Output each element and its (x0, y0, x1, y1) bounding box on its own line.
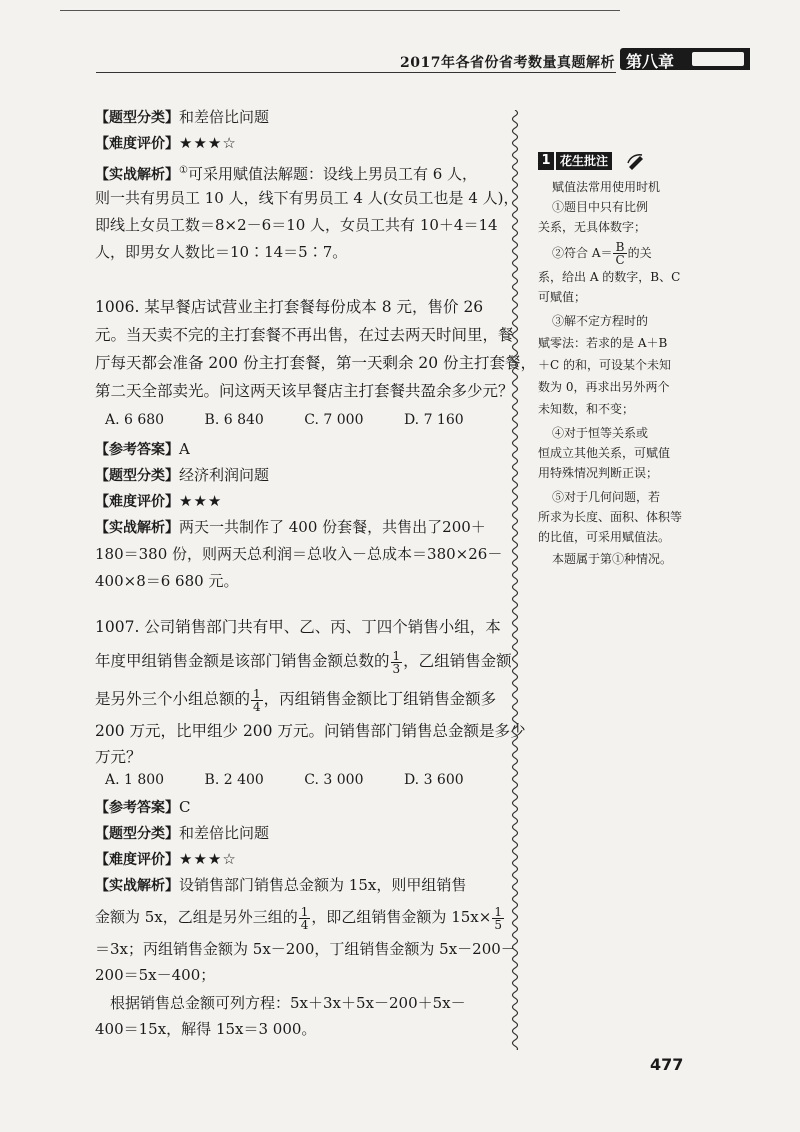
chapter-tab-blank (692, 52, 744, 66)
sidebar-line: 所求为长度、面积、体积等 (538, 510, 683, 524)
q1007-analysis-line: 【实战解析】设销售部门销售总金额为 15x，则甲组销售 (95, 876, 467, 894)
sidebar-line: ①题目中只有比例 (552, 200, 649, 214)
sidebar-line: 数为 0，再求出另外两个 (538, 380, 670, 394)
block1-difficulty: 【难度评价】★★★☆ (95, 134, 237, 152)
q1007-analysis-line: ＝3x；丙组销售金额为 5x－200，丁组销售金额为 5x－200－ (95, 940, 516, 958)
q1007-stem: 是另外三个小组总额的 $\frac{1}{4}$ ，丙组销售金额比丁组销售金额多 (95, 686, 497, 714)
sidebar-formula: ②符合 A＝ $\frac{B}{C}$ 的关 (552, 240, 652, 267)
sidebar-line: 未知数，和不变； (538, 402, 635, 416)
q1007-analysis-line: 根据销售总金额可列方程：5x＋3x＋5x－200＋5x－ (110, 994, 466, 1012)
q1007-stem: 万元？ (95, 748, 142, 766)
sidebar-line: 恒成立其他关系，可赋值 (538, 446, 671, 460)
fraction: $\frac{1}{3}$ (392, 648, 401, 676)
page-number: 477 (650, 1055, 684, 1074)
q1007-answer: 【参考答案】C (95, 798, 191, 816)
sidebar-line: 用特殊情况判断正误； (538, 466, 659, 480)
header-rule (96, 72, 616, 73)
sidebar-line: ③解不定方程时的 (552, 314, 649, 328)
sidebar-line: ④对于恒等关系或 (552, 426, 649, 440)
q1006-category: 【题型分类】经济利润问题 (95, 466, 270, 484)
option-b: B. 6 840 (204, 412, 264, 428)
option-a: A. 1 800 (105, 772, 165, 788)
difficulty-stars: ★★★ (179, 492, 223, 510)
pen-icon (626, 151, 646, 171)
sidebar-number-badge: 1 (538, 152, 554, 170)
sidebar-line: 关系，无具体数字； (538, 220, 647, 234)
wavy-divider (508, 110, 522, 1050)
block1-analysis-line: 即线上女员工数＝8×2－6＝10 人，女员工共有 10＋4＝14 (95, 216, 498, 234)
option-a: A. 6 680 (105, 412, 165, 428)
sidebar-line: 赋零法：若求的是 A＋B (538, 336, 668, 350)
difficulty-stars: ★★★☆ (179, 850, 237, 868)
option-d: D. 3 600 (403, 772, 464, 788)
sidebar-line: 赋值法常用使用时机 (552, 180, 661, 194)
sidebar-line: 本题属于第①种情况。 (552, 552, 673, 566)
sidebar-line: 系，给出 A 的数字，B、C (538, 270, 681, 284)
option-c: C. 7 000 (304, 412, 364, 428)
q1006-stem: 1006. 某早餐店试营业主打套餐每份成本 8 元，售价 26 (95, 298, 484, 316)
q1006-stem: 元。当天卖不完的主打套餐不再出售，在过去两天时间里，餐 (95, 326, 514, 344)
fraction: $\frac{1}{5}$ (494, 904, 502, 932)
fraction: $\frac{1}{4}$ (300, 904, 309, 932)
top-border-line (60, 10, 620, 11)
running-header-title: 2017年各省份省考数量真题解析 (400, 55, 615, 71)
q1006-stem: 第二天全部卖光。问这两天该早餐店主打套餐共盈余多少元？ (95, 382, 514, 400)
q1006-options (105, 412, 500, 428)
q1007-stem: 200 万元，比甲组少 200 万元。问销售部门销售总金额是多少 (95, 722, 526, 740)
q1006-answer: 【参考答案】A (95, 440, 190, 458)
difficulty-stars: ★★★☆ (179, 134, 237, 152)
q1006-analysis-line: 【实战解析】两天一共制作了 400 份套餐，共售出了200＋ (95, 518, 486, 536)
q1007-stem: 年度甲组销售金额是该部门销售金额总数的 $\frac{1}{3}$ ，乙组销售金额 (95, 648, 512, 676)
option-b: B. 2 400 (204, 772, 264, 788)
footnote-mark: ① (179, 165, 188, 176)
q1006-analysis-line: 180＝380 份，则两天总利润＝总收入－总成本＝380×26－ (95, 545, 503, 563)
fraction: $\frac{B}{C}$ (615, 240, 625, 267)
block1-category: 【题型分类】和差倍比问题 (95, 108, 270, 126)
q1007-analysis-line: 200＝5x－400； (95, 966, 216, 984)
q1006-analysis-line: 400×8＝6 680 元。 (95, 572, 239, 590)
block1-analysis-line: 人，即男女人数比＝10∶14＝5∶7。 (95, 243, 348, 261)
q1007-category: 【题型分类】和差倍比问题 (95, 824, 270, 842)
q1007-analysis-line: 400＝15x，解得 15x＝3 000。 (95, 1020, 317, 1038)
q1007-difficulty: 【难度评价】★★★☆ (95, 850, 237, 868)
fraction: $\frac{1}{4}$ (253, 686, 261, 714)
option-c: C. 3 000 (304, 772, 364, 788)
chapter-tab (620, 48, 750, 70)
sidebar-line: 的比值，可采用赋值法。 (538, 530, 671, 544)
block1-analysis-line: 【实战解析】①可采用赋值法解题：设线上男员工有 6 人， (95, 165, 478, 183)
option-d: D. 7 160 (403, 412, 464, 428)
sidebar-line: ⑤对于几何问题，若 (552, 490, 661, 504)
q1007-options (105, 772, 500, 788)
sidebar-line: 可赋值； (538, 290, 587, 304)
sidebar-line: ＋C 的和，可设某个未知 (538, 358, 671, 372)
q1007-analysis-line: 金额为 5x，乙组是另外三组的 $\frac{1}{4}$ ，即乙组销售金额为 15x× $\frac{1}{5}$ (95, 904, 502, 932)
q1007-stem: 1007. 公司销售部门共有甲、乙、丙、丁四个销售小组，本 (95, 618, 501, 636)
block1-analysis-line: 则一共有男员工 10 人，线下有男员工 4 人(女员工也是 4 人)， (95, 189, 519, 207)
q1006-difficulty: 【难度评价】★★★ (95, 492, 223, 510)
q1006-stem: 厅每天都会准备 200 份主打套餐，第一天剩余 20 份主打套餐， (95, 354, 537, 372)
chapter-label: 第八章 (626, 52, 675, 71)
sidebar-title: 花生批注 (556, 152, 612, 170)
